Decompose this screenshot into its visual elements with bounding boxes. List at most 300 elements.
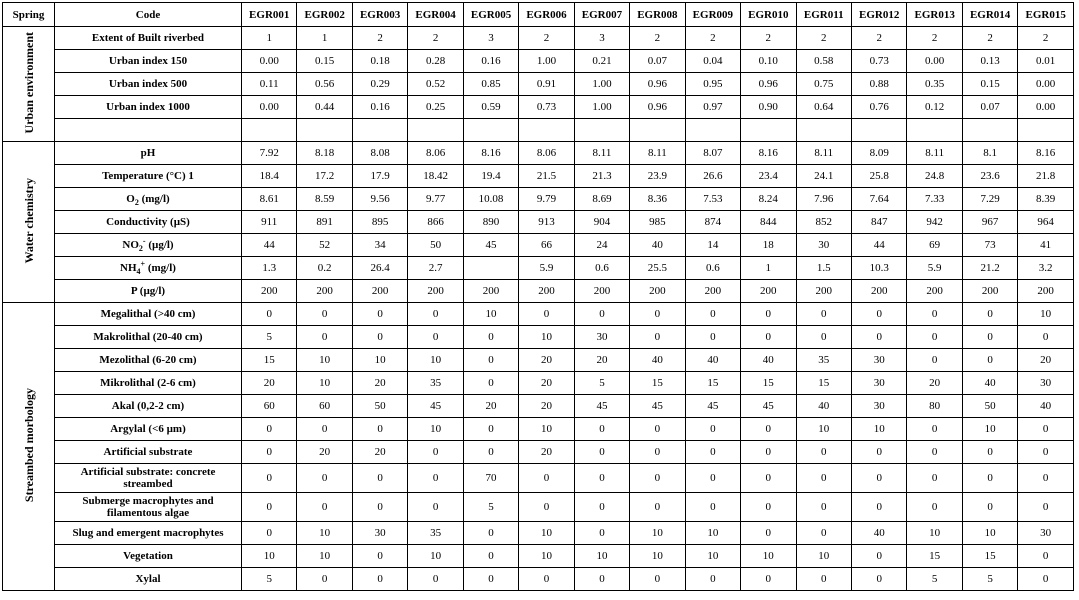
value-cell: 0 [519, 493, 574, 522]
row-label: Conductivity (µS) [55, 211, 242, 234]
value-cell: 0 [1018, 568, 1074, 591]
value-cell [630, 119, 685, 142]
value-cell: 25.5 [630, 257, 685, 280]
value-cell: 0 [907, 349, 962, 372]
value-cell: 50 [408, 234, 463, 257]
value-cell: 0 [796, 464, 851, 493]
row-label: Argylal (<6 µm) [55, 418, 242, 441]
value-cell: 0.88 [851, 73, 906, 96]
value-cell: 19.4 [463, 165, 518, 188]
row-label: Slug and emergent macrophytes [55, 522, 242, 545]
value-cell: 41 [1018, 234, 1074, 257]
row-label [55, 188, 242, 211]
value-cell: 0.96 [630, 96, 685, 119]
value-cell: 24.1 [796, 165, 851, 188]
value-cell: 0.15 [962, 73, 1017, 96]
value-cell: 10 [851, 418, 906, 441]
table-row [3, 73, 1074, 96]
value-cell: 0 [851, 441, 906, 464]
value-cell: 2 [685, 27, 740, 50]
value-cell: 0 [685, 441, 740, 464]
value-cell: 2 [741, 27, 796, 50]
site-header-egr002: EGR002 [297, 3, 352, 27]
value-cell: 0 [851, 326, 906, 349]
row-label: Artificial substrate: concrete streambed [55, 464, 242, 493]
value-cell [962, 119, 1017, 142]
site-header-egr005: EGR005 [463, 3, 518, 27]
section-label-cell [3, 27, 55, 142]
value-cell [352, 119, 407, 142]
value-cell: 0 [907, 441, 962, 464]
row-label [55, 119, 242, 142]
value-cell: 0 [630, 568, 685, 591]
value-cell: 21.5 [519, 165, 574, 188]
value-cell: 0 [907, 493, 962, 522]
value-cell: 0.73 [519, 96, 574, 119]
value-cell: 2 [851, 27, 906, 50]
value-cell: 15 [630, 372, 685, 395]
value-cell: 8.06 [408, 142, 463, 165]
value-cell: 0.10 [741, 50, 796, 73]
value-cell: 0 [907, 303, 962, 326]
value-cell: 10 [962, 418, 1017, 441]
value-cell: 200 [463, 280, 518, 303]
value-cell: 964 [1018, 211, 1074, 234]
site-header-egr006: EGR006 [519, 3, 574, 27]
row-label: Mikrolithal (2-6 cm) [55, 372, 242, 395]
value-cell: 967 [962, 211, 1017, 234]
value-cell: 0 [796, 303, 851, 326]
value-cell: 0 [574, 418, 629, 441]
value-cell: 985 [630, 211, 685, 234]
value-cell: 200 [630, 280, 685, 303]
value-cell: 40 [741, 349, 796, 372]
table-row [3, 234, 1074, 257]
value-cell: 20 [574, 349, 629, 372]
value-cell: 200 [352, 280, 407, 303]
value-cell: 0.97 [685, 96, 740, 119]
section-label-cell [3, 142, 55, 303]
value-cell: 5 [242, 326, 297, 349]
value-cell: 10 [630, 545, 685, 568]
table-row [3, 441, 1074, 464]
value-cell: 0 [574, 493, 629, 522]
value-cell: 73 [962, 234, 1017, 257]
value-cell: 0 [630, 464, 685, 493]
row-label: P (µg/l) [55, 280, 242, 303]
value-cell: 20 [297, 441, 352, 464]
value-cell: 200 [1018, 280, 1074, 303]
value-cell: 10 [297, 545, 352, 568]
spring-data-table [2, 2, 1074, 591]
value-cell: 0 [962, 326, 1017, 349]
value-cell: 0 [352, 493, 407, 522]
table-row [3, 142, 1074, 165]
value-cell: 0 [463, 326, 518, 349]
value-cell: 7.33 [907, 188, 962, 211]
value-cell: 913 [519, 211, 574, 234]
value-cell: 15 [796, 372, 851, 395]
value-cell: 2 [408, 27, 463, 50]
value-cell: 7.64 [851, 188, 906, 211]
site-header-egr010: EGR010 [741, 3, 796, 27]
value-cell: 0 [1018, 464, 1074, 493]
value-cell: 0 [962, 464, 1017, 493]
value-cell: 40 [1018, 395, 1074, 418]
row-label: Vegetation [55, 545, 242, 568]
value-cell: 40 [630, 349, 685, 372]
site-header-egr009: EGR009 [685, 3, 740, 27]
value-cell: 0 [242, 441, 297, 464]
table-row [3, 372, 1074, 395]
value-cell: 10 [519, 545, 574, 568]
value-cell: 45 [574, 395, 629, 418]
value-cell: 0.76 [851, 96, 906, 119]
value-cell [796, 119, 851, 142]
value-cell: 0 [463, 522, 518, 545]
row-label-unit: (mg/l) [145, 262, 176, 274]
value-cell: 0 [685, 493, 740, 522]
value-cell: 0 [796, 441, 851, 464]
value-cell: 0 [574, 568, 629, 591]
row-label-subscript: 2 [138, 244, 143, 254]
value-cell: 942 [907, 211, 962, 234]
value-cell: 0 [685, 303, 740, 326]
value-cell: 8.06 [519, 142, 574, 165]
value-cell: 200 [851, 280, 906, 303]
value-cell: 911 [242, 211, 297, 234]
value-cell: 0 [907, 418, 962, 441]
value-cell: 17.2 [297, 165, 352, 188]
value-cell: 10.08 [463, 188, 518, 211]
value-cell: 5 [574, 372, 629, 395]
value-cell: 0 [1018, 493, 1074, 522]
value-cell: 52 [297, 234, 352, 257]
value-cell: 15 [962, 545, 1017, 568]
table-row [3, 522, 1074, 545]
value-cell: 40 [962, 372, 1017, 395]
value-cell: 26.4 [352, 257, 407, 280]
value-cell: 5 [962, 568, 1017, 591]
value-cell: 0.75 [796, 73, 851, 96]
value-cell: 200 [685, 280, 740, 303]
value-cell: 10 [796, 418, 851, 441]
value-cell: 0.00 [907, 50, 962, 73]
value-cell: 3.2 [1018, 257, 1074, 280]
value-cell: 0.59 [463, 96, 518, 119]
value-cell: 2 [1018, 27, 1074, 50]
value-cell: 0 [352, 545, 407, 568]
value-cell: 1.00 [519, 50, 574, 73]
section-label-cell [3, 303, 55, 591]
value-cell: 10 [297, 522, 352, 545]
value-cell: 0 [463, 418, 518, 441]
value-cell: 0 [297, 303, 352, 326]
value-cell: 0 [685, 418, 740, 441]
value-cell: 50 [352, 395, 407, 418]
value-cell: 10 [463, 303, 518, 326]
row-label: Extent of Built riverbed [55, 27, 242, 50]
site-header-egr015: EGR015 [1018, 3, 1074, 27]
value-cell: 9.77 [408, 188, 463, 211]
value-cell: 0 [741, 441, 796, 464]
value-cell: 0 [962, 441, 1017, 464]
value-cell: 8.24 [741, 188, 796, 211]
value-cell: 0 [297, 493, 352, 522]
value-cell [408, 119, 463, 142]
value-cell: 8.11 [907, 142, 962, 165]
value-cell: 8.1 [962, 142, 1017, 165]
value-cell: 23.6 [962, 165, 1017, 188]
table-row [3, 395, 1074, 418]
value-cell: 70 [463, 464, 518, 493]
value-cell: 14 [685, 234, 740, 257]
table-row [3, 349, 1074, 372]
value-cell: 0.56 [297, 73, 352, 96]
value-cell: 0 [352, 326, 407, 349]
value-cell: 0 [851, 464, 906, 493]
table-row [3, 418, 1074, 441]
value-cell: 8.09 [851, 142, 906, 165]
value-cell: 0 [519, 464, 574, 493]
table-row [3, 326, 1074, 349]
value-cell: 0 [630, 441, 685, 464]
value-cell: 200 [574, 280, 629, 303]
value-cell: 0 [519, 568, 574, 591]
value-cell: 10 [962, 522, 1017, 545]
row-label: pH [55, 142, 242, 165]
value-cell: 10.3 [851, 257, 906, 280]
value-cell: 20 [519, 349, 574, 372]
value-cell: 844 [741, 211, 796, 234]
value-cell: 0.29 [352, 73, 407, 96]
value-cell: 2 [796, 27, 851, 50]
row-label: Xylal [55, 568, 242, 591]
value-cell: 10 [408, 545, 463, 568]
value-cell: 0.01 [1018, 50, 1074, 73]
value-cell: 18.4 [242, 165, 297, 188]
value-cell: 9.56 [352, 188, 407, 211]
value-cell: 0 [630, 493, 685, 522]
value-cell: 23.9 [630, 165, 685, 188]
table-row [3, 257, 1074, 280]
value-cell: 0.00 [242, 96, 297, 119]
value-cell: 5 [907, 568, 962, 591]
value-cell [741, 119, 796, 142]
table-row [3, 280, 1074, 303]
value-cell: 10 [1018, 303, 1074, 326]
value-cell: 2 [352, 27, 407, 50]
value-cell: 0 [408, 303, 463, 326]
value-cell: 45 [685, 395, 740, 418]
value-cell: 0.00 [1018, 96, 1074, 119]
value-cell: 0 [851, 303, 906, 326]
table-row [3, 568, 1074, 591]
value-cell: 10 [796, 545, 851, 568]
value-cell: 0 [962, 349, 1017, 372]
value-cell: 0 [463, 545, 518, 568]
value-cell: 0 [630, 303, 685, 326]
value-cell: 904 [574, 211, 629, 234]
row-label: Urban index 1000 [55, 96, 242, 119]
value-cell: 0.16 [352, 96, 407, 119]
value-cell: 15 [907, 545, 962, 568]
value-cell: 44 [851, 234, 906, 257]
value-cell: 35 [796, 349, 851, 372]
value-cell: 0 [297, 464, 352, 493]
value-cell: 10 [685, 545, 740, 568]
value-cell: 10 [297, 349, 352, 372]
value-cell: 0 [242, 464, 297, 493]
value-cell: 0.96 [741, 73, 796, 96]
table-row [3, 96, 1074, 119]
value-cell: 0 [574, 522, 629, 545]
value-cell: 8.69 [574, 188, 629, 211]
site-header-egr007: EGR007 [574, 3, 629, 27]
value-cell: 20 [242, 372, 297, 395]
value-cell [519, 119, 574, 142]
value-cell: 1.5 [796, 257, 851, 280]
value-cell: 1.00 [574, 73, 629, 96]
value-cell: 44 [242, 234, 297, 257]
row-label: Mezolithal (6-20 cm) [55, 349, 242, 372]
value-cell: 7.96 [796, 188, 851, 211]
value-cell: 8.39 [1018, 188, 1074, 211]
value-cell: 30 [352, 522, 407, 545]
value-cell: 0 [851, 493, 906, 522]
row-label-subscript: 4 [136, 267, 141, 277]
value-cell: 18 [741, 234, 796, 257]
value-cell: 17.9 [352, 165, 407, 188]
row-label-superscript: - [142, 236, 146, 246]
row-label-superscript: + [140, 259, 146, 269]
value-cell: 30 [1018, 372, 1074, 395]
value-cell: 200 [297, 280, 352, 303]
value-cell: 0 [463, 441, 518, 464]
section-label: Urban environment [21, 31, 36, 134]
value-cell [242, 119, 297, 142]
value-cell: 0 [851, 568, 906, 591]
value-cell: 0.25 [408, 96, 463, 119]
value-cell: 34 [352, 234, 407, 257]
site-header-egr012: EGR012 [851, 3, 906, 27]
value-cell: 20 [463, 395, 518, 418]
value-cell: 0 [907, 464, 962, 493]
value-cell: 200 [741, 280, 796, 303]
value-cell: 1 [741, 257, 796, 280]
table-row [3, 119, 1074, 142]
value-cell: 0.6 [574, 257, 629, 280]
row-label: Akal (0,2-2 cm) [55, 395, 242, 418]
value-cell: 30 [851, 349, 906, 372]
value-cell: 80 [907, 395, 962, 418]
value-cell: 0.18 [352, 50, 407, 73]
value-cell: 200 [242, 280, 297, 303]
site-header-egr001: EGR001 [242, 3, 297, 27]
value-cell: 20 [352, 441, 407, 464]
site-header-egr011: EGR011 [796, 3, 851, 27]
value-cell: 5.9 [907, 257, 962, 280]
value-cell [574, 119, 629, 142]
value-cell: 7.53 [685, 188, 740, 211]
value-cell: 0.52 [408, 73, 463, 96]
value-cell: 8.11 [574, 142, 629, 165]
value-cell: 5 [463, 493, 518, 522]
value-cell: 852 [796, 211, 851, 234]
value-cell: 0 [574, 303, 629, 326]
value-cell: 15 [685, 372, 740, 395]
value-cell: 0.85 [463, 73, 518, 96]
value-cell: 891 [297, 211, 352, 234]
value-cell: 200 [796, 280, 851, 303]
table-row [3, 493, 1074, 522]
value-cell: 1.00 [574, 96, 629, 119]
value-cell: 0 [796, 493, 851, 522]
value-cell: 60 [242, 395, 297, 418]
value-cell: 0 [796, 568, 851, 591]
value-cell: 8.36 [630, 188, 685, 211]
value-cell: 0 [741, 303, 796, 326]
value-cell: 7.92 [242, 142, 297, 165]
site-header-egr014: EGR014 [962, 3, 1017, 27]
value-cell: 40 [796, 395, 851, 418]
value-cell [463, 257, 518, 280]
table-body [3, 27, 1074, 591]
row-label-text: O [126, 193, 135, 205]
value-cell: 0.00 [1018, 73, 1074, 96]
value-cell: 0.2 [297, 257, 352, 280]
value-cell: 30 [851, 372, 906, 395]
value-cell: 0 [297, 568, 352, 591]
value-cell [1018, 119, 1074, 142]
value-cell: 10 [297, 372, 352, 395]
value-cell: 1.3 [242, 257, 297, 280]
value-cell: 10 [242, 545, 297, 568]
value-cell: 0.35 [907, 73, 962, 96]
row-label-text: NH [120, 262, 137, 274]
value-cell: 0 [242, 303, 297, 326]
value-cell: 0 [741, 418, 796, 441]
value-cell: 0.07 [630, 50, 685, 73]
value-cell [907, 119, 962, 142]
value-cell: 1 [242, 27, 297, 50]
value-cell: 26.6 [685, 165, 740, 188]
value-cell: 10 [408, 349, 463, 372]
section-label: Water chemistry [21, 177, 36, 264]
value-cell: 40 [685, 349, 740, 372]
site-header-egr008: EGR008 [630, 3, 685, 27]
value-cell: 0 [962, 303, 1017, 326]
value-cell: 10 [519, 326, 574, 349]
value-cell: 847 [851, 211, 906, 234]
value-cell: 0 [741, 326, 796, 349]
value-cell: 21.8 [1018, 165, 1074, 188]
value-cell: 24 [574, 234, 629, 257]
value-cell: 200 [962, 280, 1017, 303]
value-cell: 20 [352, 372, 407, 395]
row-label [55, 257, 242, 280]
value-cell: 0 [242, 493, 297, 522]
value-cell: 2.7 [408, 257, 463, 280]
value-cell: 8.16 [741, 142, 796, 165]
value-cell: 30 [1018, 522, 1074, 545]
value-cell: 0 [408, 493, 463, 522]
value-cell: 0 [796, 326, 851, 349]
value-cell: 0.16 [463, 50, 518, 73]
value-cell: 10 [574, 545, 629, 568]
value-cell [297, 119, 352, 142]
value-cell: 0.07 [962, 96, 1017, 119]
